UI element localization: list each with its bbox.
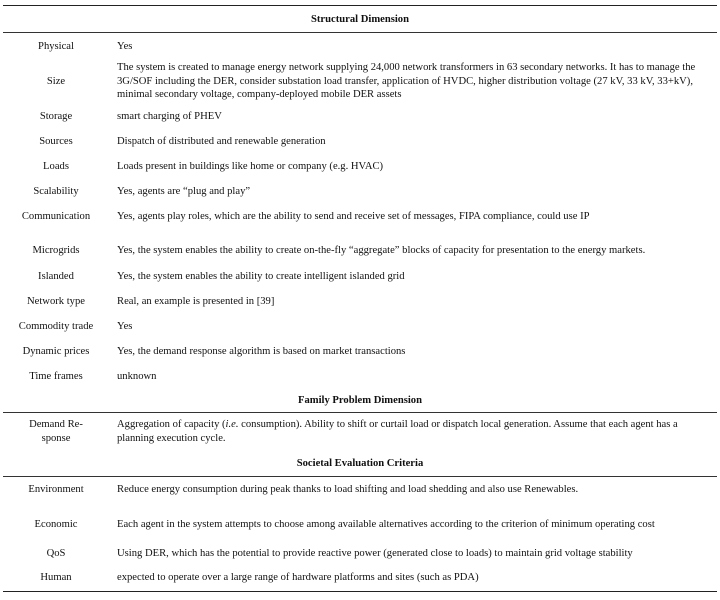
row-value: Yes, agents are “plug and play”: [117, 185, 251, 197]
row-value-italic: i.e.: [225, 419, 239, 430]
row-label: Environment: [28, 483, 84, 495]
section-rule: [3, 476, 717, 477]
row-value: Each agent in the system attempts to choose among available alternatives according to the criterion of minimum operating cost: [117, 519, 655, 531]
table-row: [3, 345, 717, 370]
row-label: Communication: [21, 210, 91, 222]
section-rule: [3, 32, 717, 33]
row-label-line: sponse: [41, 432, 71, 444]
row-label: Size: [46, 75, 66, 87]
row-value: smart charging of PHEV: [117, 110, 222, 122]
table-row: [3, 571, 717, 591]
row-value: Using DER, which has the potential to provide reactive power (generated close to loads) to maintain grid voltage stability: [117, 547, 633, 559]
table-row: [3, 270, 717, 295]
table-row: [3, 210, 717, 232]
row-label: Physical: [38, 40, 74, 52]
row-label: Storage: [39, 110, 73, 122]
row-value: Yes, the system enables the ability to create intelligent islanded grid: [117, 270, 405, 282]
table-row: [3, 320, 717, 345]
row-label: Economic: [34, 519, 78, 531]
row-value: Dispatch of distributed and renewable generation: [117, 135, 326, 147]
attribute-table: [3, 5, 717, 592]
table-row: [3, 135, 717, 160]
row-label: Microgrids: [32, 244, 80, 256]
row-value-text: Aggregation of capacity (: [117, 419, 226, 430]
section-title-structural: Structural Dimension: [311, 14, 409, 25]
row-value: expected to operate over a large range of hardware platforms and sites (such as PDA): [117, 571, 479, 583]
table-row: [3, 483, 717, 507]
row-label: [3, 418, 109, 445]
row-value: Yes: [117, 40, 133, 52]
table-row: [3, 110, 717, 135]
row-value: unknown: [117, 370, 157, 382]
row-label: Time frames: [29, 370, 83, 382]
table-row: [3, 160, 717, 185]
row-value: Loads present in buildings like home or company (e.g. HVAC): [117, 160, 384, 172]
row-label: Human: [40, 571, 72, 583]
table-row: [3, 418, 717, 451]
row-label: Network type: [27, 295, 85, 307]
table-row: [3, 295, 717, 320]
table-row: [3, 232, 717, 270]
row-label: Loads: [43, 160, 69, 172]
row-value: Yes, the system enables the ability to create on-the-fly “aggregate” blocks of capacity for presentation to the energy markets.: [117, 244, 646, 256]
row-value-text: consumption). Ability to shift or curtail load or dispatch local generation. Assume that each agent has a planning execution cycle.: [117, 419, 678, 444]
table-bottom-rule: [3, 591, 717, 592]
section-title-family: Family Problem Dimension: [298, 394, 422, 406]
row-value: Yes, agents play roles, which are the ability to send and receive set of messages, FIPA compliance, could use IP: [117, 210, 590, 222]
row-label: Sources: [39, 135, 73, 147]
row-label: QoS: [46, 547, 66, 559]
row-label-line: Demand Re-: [29, 419, 83, 430]
row-value: The system is created to manage energy network supplying 24,000 network transformers in 63 secondary networks. It has to manage the 3G/SOF including the DER, consider substation load transfer, application of HVDC, higher distribution voltage (27 kV, 33 kV, 33+kV), minimal secondary voltage, company-deployed mobile DER assets: [117, 62, 696, 101]
row-label: Scalability: [33, 185, 79, 197]
row-value: Reduce energy consumption during peak thanks to load shifting and load shedding and also use Renewables.: [117, 483, 579, 495]
row-label: Dynamic prices: [22, 345, 90, 357]
row-label: Islanded: [38, 270, 74, 282]
section-title-societal: Societal Evaluation Criteria: [296, 458, 424, 469]
table-row: [3, 507, 717, 544]
table-row: [3, 370, 717, 389]
row-value: Yes: [117, 320, 133, 332]
row-label: Commodity trade: [18, 320, 94, 332]
table-row: [3, 547, 717, 571]
table-row: [3, 185, 717, 210]
row-value: [109, 418, 717, 445]
table-row: [3, 40, 717, 59]
row-value: Yes, the demand response algorithm is based on market transactions: [117, 345, 406, 357]
row-value: Real, an example is presented in [39]: [117, 295, 275, 307]
section-rule: [3, 412, 717, 413]
table-row: [3, 59, 717, 105]
